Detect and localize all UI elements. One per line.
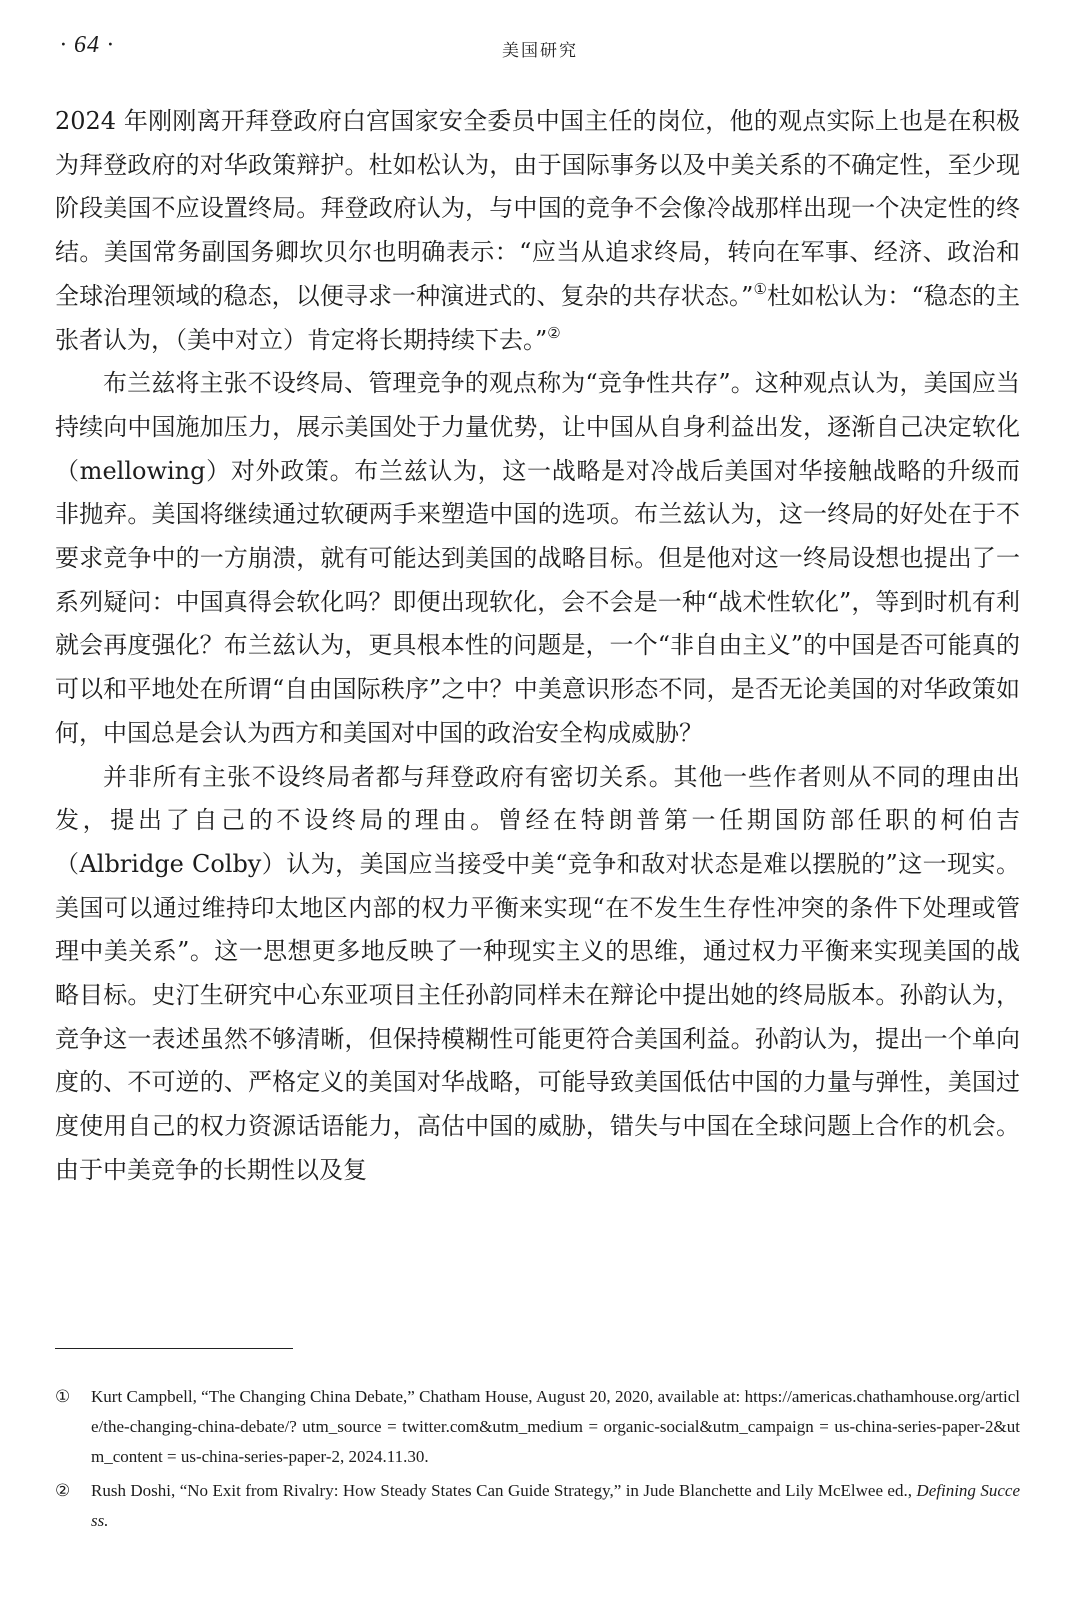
footnote-number: ① (55, 1387, 71, 1406)
paragraph-1 (55, 100, 1020, 362)
footnote-text: Kurt Campbell, “The Changing China Debate,” Chatham House, August 20, 2020, available at: https://americas.chathamhouse.org/article/the-changing-china-debate/? utm_source = twitter.com&utm_medium = organic-social&utm_campaign = us-china-series-paper-2&utm_content = us-china-series-paper-2, 2024.11.30. (91, 1387, 1020, 1466)
paragraph-1-text-a: 2024 年刚刚离开拜登政府白宫国家安全委员中国主任的岗位，他的观点实际上也是在积极为拜登政府的对华政策辩护。杜如松认为，由于国际事务以及中美关系的不确定性，至少现阶段美国不应设置终局。拜登政府认为，与中国的竞争不会像冷战那样出现一个决定性的终结。美国常务副国务卿坎贝尔也明确表示：“应当从追求终局，转向在军事、经济、政治和全球治理领域的稳态，以便寻求一种演进式的、复杂的共存状态。” (55, 107, 1020, 310)
paragraph-2: 布兰兹将主张不设终局、管理竞争的观点称为“竞争性共存”。这种观点认为，美国应当持续向中国施加压力，展示美国处于力量优势，让中国从自身利益出发，逐渐自己决定软化（mellowing）对外政策。布兰兹认为，这一战略是对冷战后美国对华接触战略的升级而非抛弃。美国将继续通过软硬两手来塑造中国的选项。布兰兹认为，这一终局的好处在于不要求竞争中的一方崩溃，就有可能达到美国的战略目标。但是他对这一终局设想也提出了一系列疑问：中国真得会软化吗？即便出现软化，会不会是一种“战术性软化”，等到时机有利就会再度强化？布兰兹认为，更具根本性的问题是，一个“非自由主义”的中国是否可能真的可以和平地处在所谓“自由国际秩序”之中？中美意识形态不同，是否无论美国的对华政策如何，中国总是会认为西方和美国对中国的政治安全构成威胁？ (55, 369, 1020, 747)
footnote-text: Rush Doshi, “No Exit from Rivalry: How Steady States Can Guide Strategy,” in Jude Blanchette and Lily McElwee ed., (91, 1481, 917, 1500)
footnote-2 (55, 1476, 1020, 1536)
paragraph-3: 并非所有主张不设终局者都与拜登政府有密切关系。其他一些作者则从不同的理由出发，提出了自己的不设终局的理由。曾经在特朗普第一任期国防部任职的柯伯吉（Albridge Colby）认为，美国应当接受中美“竞争和敌对状态是难以摆脱的”这一现实。美国可以通过维持印太地区内部的权力平衡来实现“在不发生生存性冲突的条件下处理或管理中美关系”。这一思想更多地反映了一种现实主义的思维，通过权力平衡来实现美国的战略目标。史汀生研究中心东亚项目主任孙韵同样未在辩论中提出她的终局版本。孙韵认为，竞争这一表述虽然不够清晰，但保持模糊性可能更符合美国利益。孙韵认为，提出一个单向度的、不可逆的、严格定义的美国对华战略，可能导致美国低估中国的力量与弹性，美国过度使用自己的权力资源话语能力，高估中国的威胁，错失与中国在全球问题上合作的机会。由于中美竞争的长期性以及复 (55, 762, 1020, 1184)
footnote-number: ② (55, 1481, 71, 1500)
page-header (0, 30, 1080, 70)
page-number: · 64 · (60, 32, 114, 58)
footnote-ref-1: ① (753, 279, 767, 298)
footnote-1 (55, 1382, 1020, 1472)
footnotes (55, 1382, 1020, 1540)
footnote-divider (55, 1348, 293, 1349)
paragraph-1-text-b: 杜如松认为：“稳态的主张者认为，（美中对立）肯定将长期持续下去。” (55, 281, 1020, 354)
footnote-book-title: Defining Success. (91, 1481, 1020, 1530)
footnote-ref-2: ② (547, 323, 561, 342)
running-head: 美国研究 (502, 41, 578, 61)
body-text (55, 100, 1020, 1193)
